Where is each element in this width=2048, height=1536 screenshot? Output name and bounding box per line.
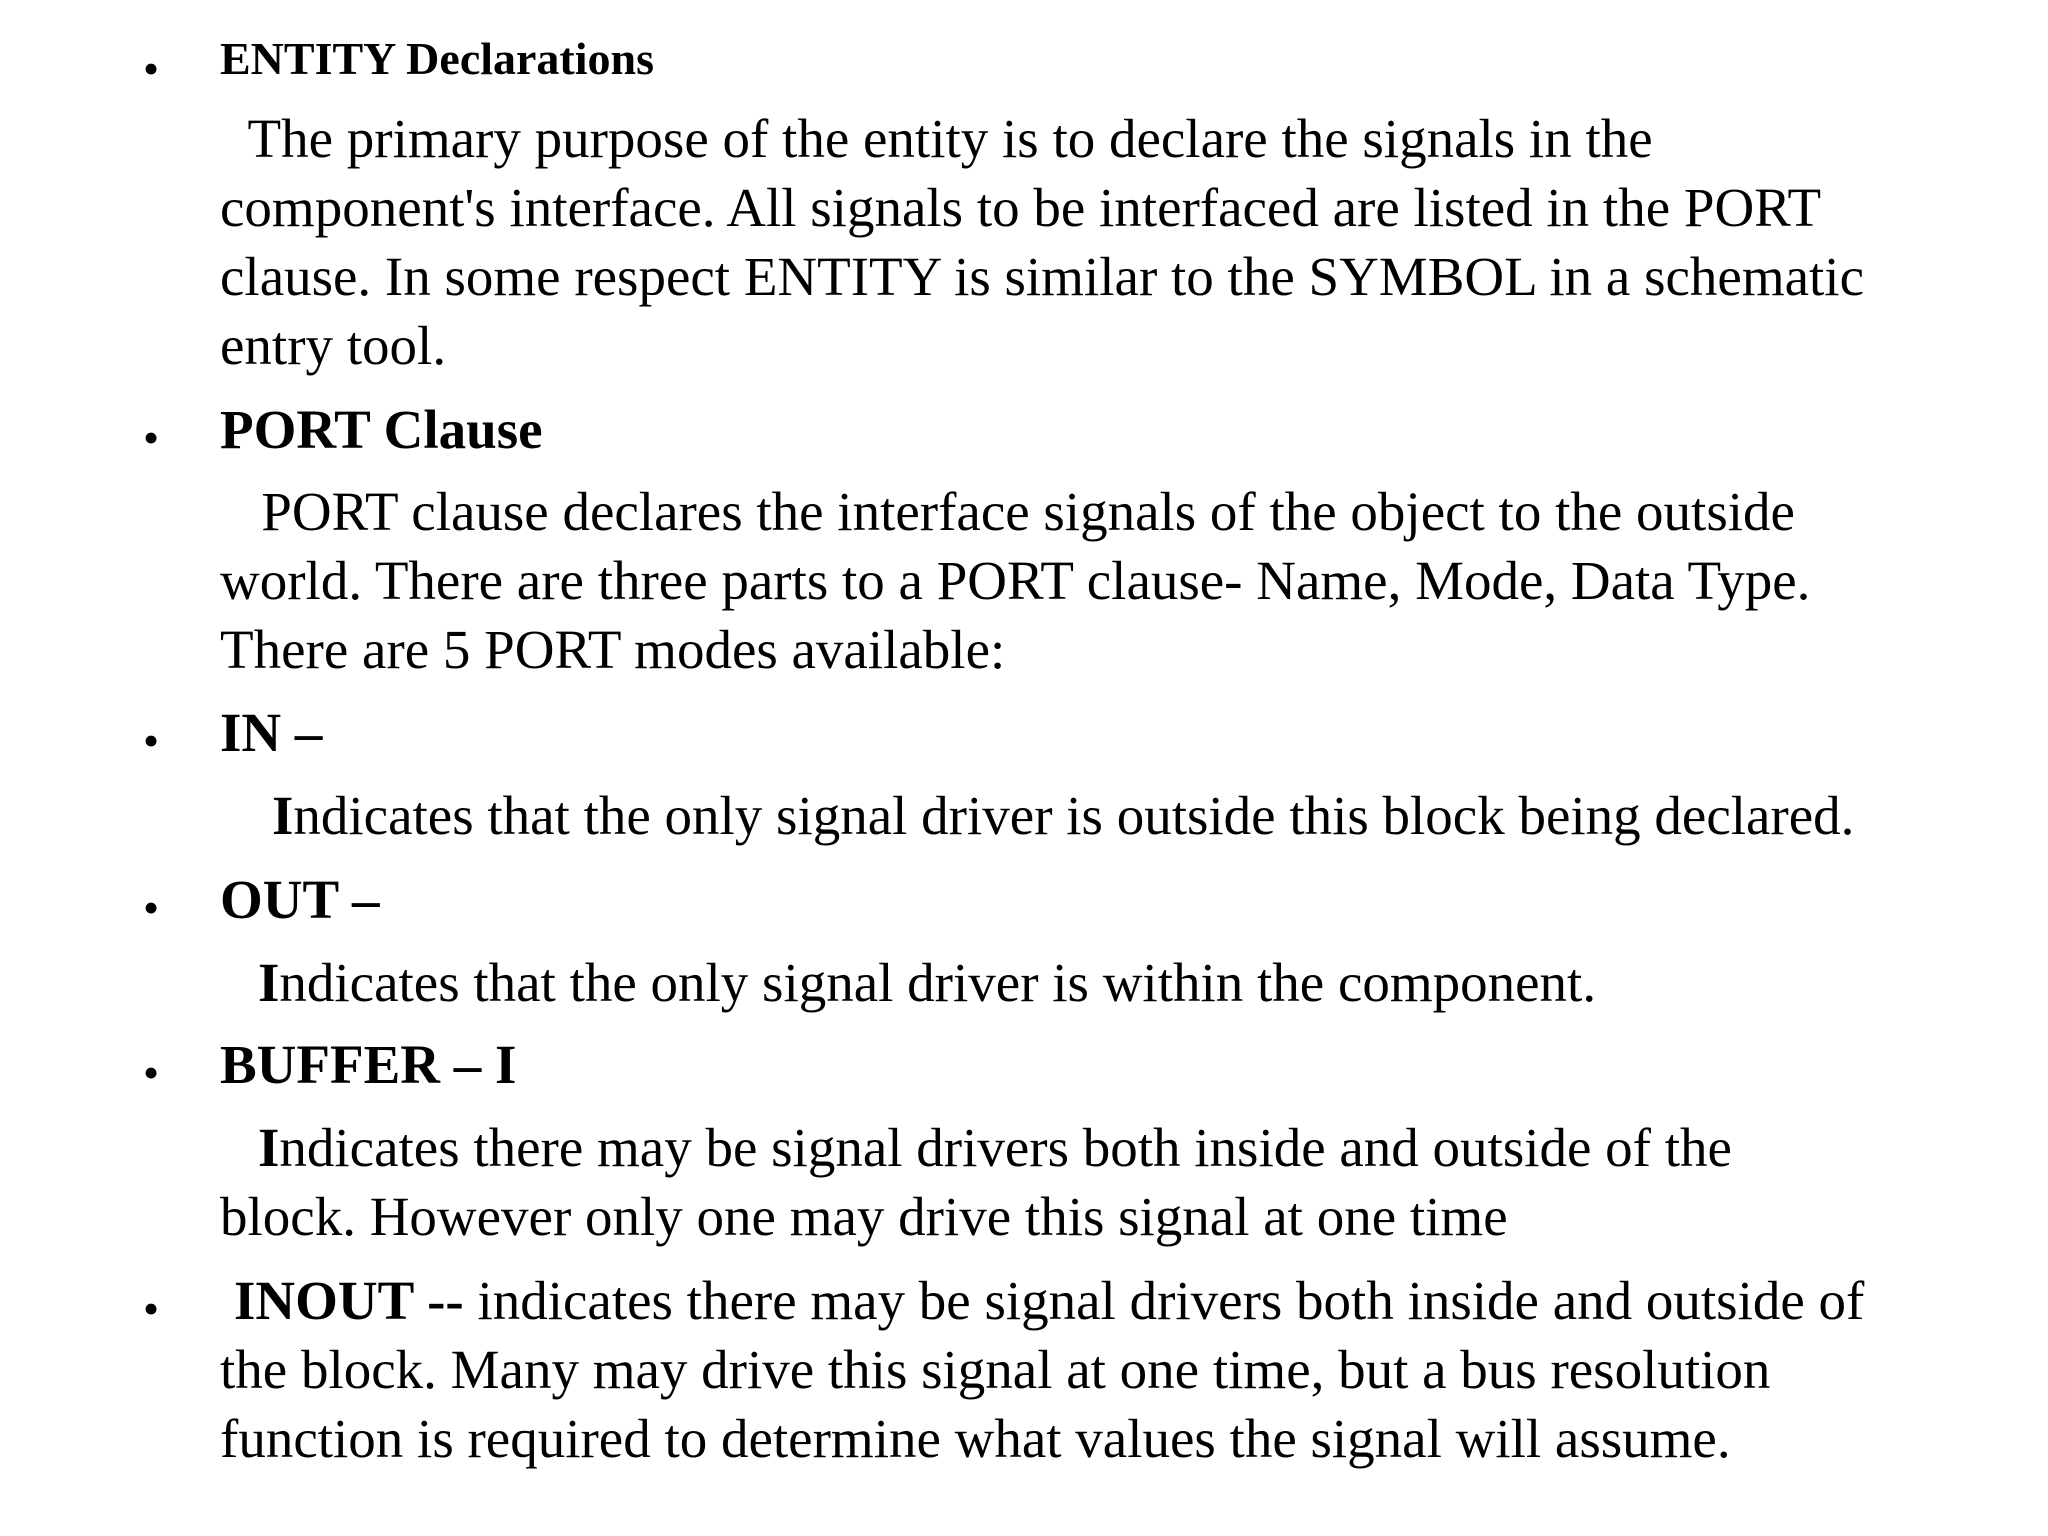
paragraph-out-mode <box>258 948 1596 1017</box>
heading-inout-mode: INOUT -- <box>234 1270 464 1331</box>
paragraph-in-mode <box>272 781 1854 850</box>
paragraph-line: the block. Many may drive this signal at one time, but a bus resolution <box>220 1339 1771 1400</box>
heading-buffer-mode: BUFFER – I <box>220 1034 517 1095</box>
paragraph-line <box>272 781 1854 850</box>
bullet-marker: • <box>143 715 160 766</box>
paragraph-inout-mode <box>220 1266 1864 1473</box>
paragraph-text: indicates there may be signal drivers both inside and outside of <box>463 1270 1865 1331</box>
heading-out-mode: OUT – <box>220 869 380 930</box>
paragraph-text: ndicates that the only signal driver is within the component. <box>279 952 1597 1013</box>
paragraph-entity-declarations <box>220 104 1864 380</box>
bullet-marker: • <box>143 43 160 94</box>
paragraph-port-clause <box>220 477 1810 684</box>
bullet-marker: • <box>143 1047 160 1098</box>
paragraph-line: There are 5 PORT modes available: <box>220 619 1006 680</box>
paragraph-line <box>220 1113 1732 1182</box>
bullet-marker: • <box>143 412 160 463</box>
paragraph-text: ndicates there may be signal drivers both inside and outside of the <box>279 1117 1732 1178</box>
paragraph-line: world. There are three parts to a PORT clause- Name, Mode, Data Type. <box>220 550 1811 611</box>
paragraph-line: block. However only one may drive this signal at one time <box>220 1186 1508 1247</box>
drop-letter: I <box>258 952 280 1013</box>
heading-port-clause: PORT Clause <box>220 399 543 460</box>
drop-letter: I <box>258 1117 280 1178</box>
drop-letter: I <box>272 785 294 846</box>
heading-in-mode: IN – <box>220 702 323 763</box>
paragraph-line <box>220 1266 1864 1335</box>
paragraph-line: PORT clause declares the interface signals of the object to the outside <box>220 481 1795 542</box>
paragraph-buffer-mode <box>220 1113 1732 1251</box>
paragraph-line: component's interface. All signals to be interfaced are listed in the PORT <box>220 177 1822 238</box>
heading-entity-declarations: ENTITY Declarations <box>220 33 655 84</box>
paragraph-line <box>258 948 1596 1017</box>
paragraph-line: entry tool. <box>220 315 447 376</box>
paragraph-line: function is required to determine what values the signal will assume. <box>220 1408 1731 1469</box>
bullet-marker: • <box>143 1283 160 1334</box>
paragraph-line: The primary purpose of the entity is to declare the signals in the <box>220 108 1653 169</box>
paragraph-text: ndicates that the only signal driver is outside this block being declared. <box>293 785 1855 846</box>
paragraph-line: clause. In some respect ENTITY is similar to the SYMBOL in a schematic <box>220 246 1864 307</box>
bullet-marker: • <box>143 882 160 933</box>
